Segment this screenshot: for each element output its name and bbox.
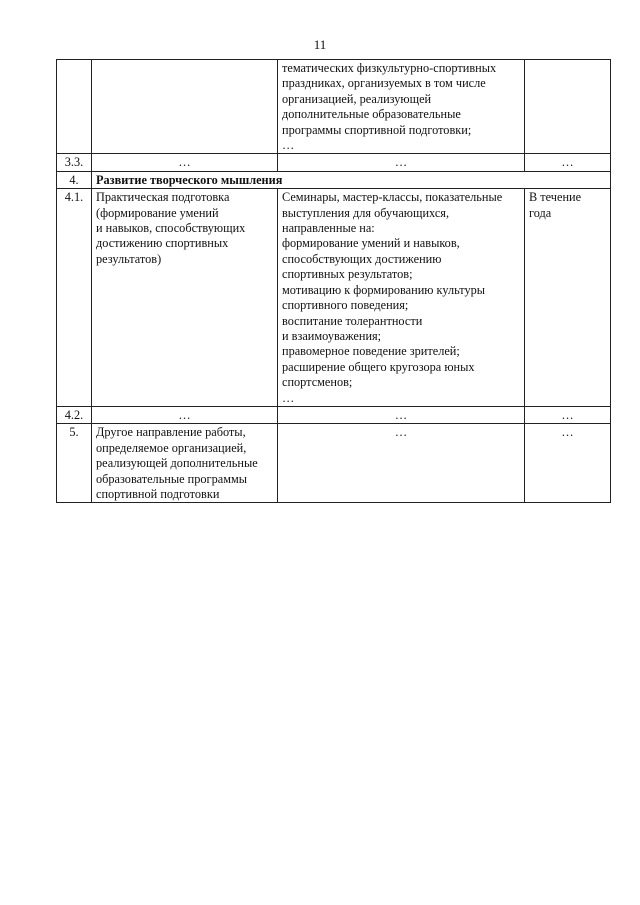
text-line: спортивного поведения;: [282, 298, 409, 313]
row-period: …: [525, 154, 611, 171]
text-line: и навыков, способствующих: [96, 221, 246, 236]
text-line: результатов): [96, 251, 162, 266]
row-period: В течение года: [525, 189, 611, 407]
text-line: (формирование умений: [96, 205, 219, 220]
row-title: …: [92, 154, 278, 171]
cell-title-empty: [92, 60, 278, 154]
row-number: 4.1.: [57, 189, 92, 407]
table-row-4-2: [57, 406, 611, 423]
cell-activities: [278, 60, 525, 154]
table-row-4-1: [57, 189, 611, 407]
text-line: …: [282, 390, 295, 405]
row-number: 5.: [57, 424, 92, 503]
row-activities: …: [278, 154, 525, 171]
row-number: 3.3.: [57, 154, 92, 171]
cell-period-empty: [525, 60, 611, 154]
text-line: и взаимоуважения;: [282, 328, 382, 343]
row-activities: [278, 189, 525, 407]
table-row-continuation: [57, 60, 611, 154]
text-line: Другое направление работы,: [96, 425, 246, 440]
text-line: формирование умений и навыков,: [282, 236, 460, 251]
text-line: выступления для обучающихся,: [282, 205, 450, 220]
text-line: способствующих достижению: [282, 251, 442, 266]
text-line: мотивацию к формированию культуры: [282, 282, 486, 297]
text-line: образовательные программы: [96, 471, 248, 486]
text-line: дополнительные образовательные: [282, 107, 461, 122]
text-line: спортсменов;: [282, 375, 353, 390]
text-line: воспитание толерантности: [282, 313, 423, 328]
row-title: …: [92, 406, 278, 423]
text-line: достижению спортивных: [96, 236, 229, 251]
text-line: спортивной подготовки: [96, 486, 220, 501]
text-line: направленные на:: [282, 221, 375, 236]
text-line: Практическая подготовка: [96, 190, 230, 205]
row-period: …: [525, 406, 611, 423]
table-row-5: [57, 424, 611, 503]
text-line: организацией, реализующей: [282, 91, 432, 106]
plan-table: [56, 59, 611, 503]
row-period: …: [525, 424, 611, 503]
text-line: расширение общего кругозора юных: [282, 359, 475, 374]
section-number: 4.: [57, 171, 92, 188]
text-line: праздниках, организуемых в том числе: [282, 76, 486, 91]
text-line: …: [282, 138, 295, 153]
row-activities: …: [278, 424, 525, 503]
table-row-section-4: [57, 171, 611, 188]
text-line: определяемое организацией,: [96, 440, 247, 455]
text-line: Семинары, мастер-классы, показательные: [282, 190, 503, 205]
text-line: тематических физкультурно-спортивных: [282, 61, 497, 75]
row-activities: …: [278, 406, 525, 423]
table-row-3-3: [57, 154, 611, 171]
row-title: [92, 424, 278, 503]
page-number: 11: [313, 37, 327, 52]
text-line: спортивных результатов;: [282, 267, 413, 282]
cell-num-empty: [57, 60, 92, 154]
text-line: программы спортивной подготовки;: [282, 122, 472, 137]
section-title: Развитие творческого мышления: [92, 171, 611, 188]
row-title: [92, 189, 278, 407]
row-number: 4.2.: [57, 406, 92, 423]
text-line: правомерное поведение зрителей;: [282, 344, 460, 359]
text-line: реализующей дополнительные: [96, 456, 258, 471]
